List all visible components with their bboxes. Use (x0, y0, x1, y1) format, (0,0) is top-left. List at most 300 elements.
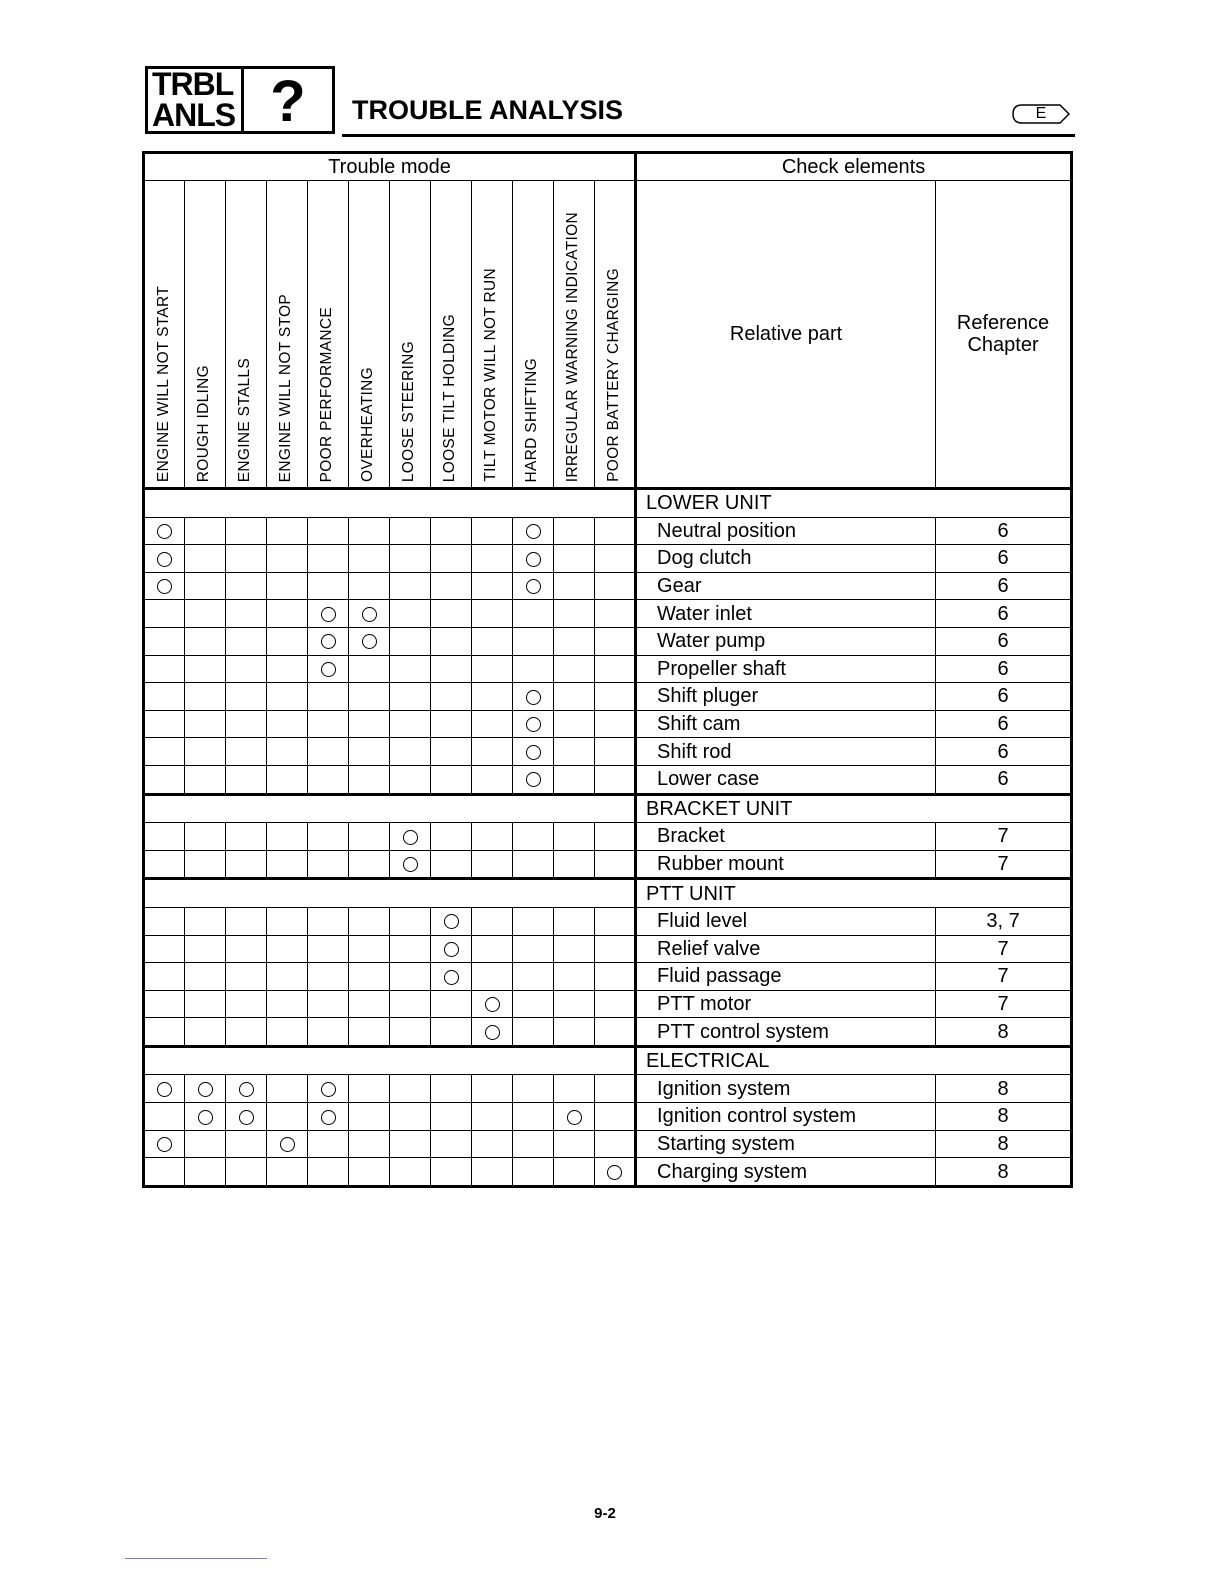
mark-cell (431, 1103, 472, 1131)
mark-cell (185, 655, 226, 683)
relative-part: Relief valve (636, 935, 936, 963)
mark-cell (308, 655, 349, 683)
mark-cell (308, 545, 349, 573)
mark-cell (226, 1075, 267, 1103)
mark-cell (349, 823, 390, 851)
mark-cell (513, 683, 554, 711)
mark-cell (554, 738, 595, 766)
mark-cell (513, 1075, 554, 1103)
circle-mark-icon (321, 1110, 336, 1125)
mark-cell (349, 1130, 390, 1158)
mark-cell (226, 1018, 267, 1047)
trouble-mode-label: ROUGH IDLING (195, 364, 212, 482)
section-blank-cell (144, 879, 636, 908)
mark-cell (349, 545, 390, 573)
mark-cell (226, 765, 267, 794)
mark-cell (144, 710, 185, 738)
relative-part: Gear (636, 572, 936, 600)
relative-part: Bracket (636, 823, 936, 851)
question-mark-symbol: ? (270, 69, 306, 134)
mark-cell (554, 683, 595, 711)
group-header-row (144, 153, 1072, 181)
mark-cell (185, 850, 226, 879)
trouble-mode-header (144, 181, 185, 489)
relative-part: Charging system (636, 1158, 936, 1187)
trouble-mode-header (267, 181, 308, 489)
mark-cell (431, 572, 472, 600)
mark-cell (349, 710, 390, 738)
mark-cell (513, 1130, 554, 1158)
reference-chapter: 8 (936, 1130, 1072, 1158)
mark-cell (554, 935, 595, 963)
mark-cell (554, 627, 595, 655)
mark-cell (267, 710, 308, 738)
mark-cell (349, 963, 390, 991)
table-row (144, 655, 1072, 683)
circle-mark-icon (362, 634, 377, 649)
mark-cell (144, 850, 185, 879)
section-name: BRACKET UNIT (636, 794, 1072, 823)
mark-cell (513, 1103, 554, 1131)
reference-chapter: 3, 7 (936, 907, 1072, 935)
footer-rule (125, 1558, 267, 1559)
mark-cell (226, 823, 267, 851)
trouble-mode-label: ENGINE WILL NOT STOP (277, 293, 294, 482)
mark-cell (431, 963, 472, 991)
table-row (144, 627, 1072, 655)
mark-cell (349, 850, 390, 879)
mark-cell (513, 655, 554, 683)
mark-cell (349, 683, 390, 711)
circle-mark-icon (567, 1110, 582, 1125)
section-row (144, 489, 1072, 518)
trouble-mode-header (431, 181, 472, 489)
circle-mark-icon (403, 857, 418, 872)
mark-cell (513, 963, 554, 991)
relative-part: PTT control system (636, 1018, 936, 1047)
table-row (144, 1103, 1072, 1131)
mark-cell (472, 572, 513, 600)
relative-part: Propeller shaft (636, 655, 936, 683)
mark-cell (595, 627, 636, 655)
mark-cell (431, 683, 472, 711)
mark-cell (390, 710, 431, 738)
trouble-mode-label: ENGINE WILL NOT START (155, 285, 172, 482)
mark-cell (144, 963, 185, 991)
table-row (144, 963, 1072, 991)
mark-cell (390, 1130, 431, 1158)
table-row (144, 765, 1072, 794)
circle-mark-icon (526, 745, 541, 760)
table-row (144, 1075, 1072, 1103)
mark-cell (595, 710, 636, 738)
mark-cell (513, 990, 554, 1018)
mark-cell (267, 823, 308, 851)
reference-chapter: 8 (936, 1103, 1072, 1131)
mark-cell (226, 1158, 267, 1187)
relative-part: Ignition control system (636, 1103, 936, 1131)
mark-cell (349, 935, 390, 963)
section-name: ELECTRICAL (636, 1046, 1072, 1075)
mark-cell (554, 850, 595, 879)
circle-mark-icon (321, 1082, 336, 1097)
table-row (144, 907, 1072, 935)
mark-cell (554, 1130, 595, 1158)
circle-mark-icon (526, 690, 541, 705)
mark-cell (349, 765, 390, 794)
mark-cell (144, 683, 185, 711)
section-blank-cell (144, 794, 636, 823)
mark-cell (144, 823, 185, 851)
mark-cell (308, 710, 349, 738)
mark-cell (144, 572, 185, 600)
mark-cell (390, 1075, 431, 1103)
language-badge-label: E (1035, 105, 1047, 122)
mark-cell (185, 738, 226, 766)
mark-cell (226, 963, 267, 991)
circle-mark-icon (526, 552, 541, 567)
mark-cell (431, 1130, 472, 1158)
trouble-mode-header (226, 181, 267, 489)
section-badge (145, 66, 335, 134)
mark-cell (185, 600, 226, 628)
mark-cell (185, 907, 226, 935)
trouble-mode-label: ENGINE STALLS (236, 357, 253, 482)
trouble-mode-header (308, 181, 349, 489)
mark-cell (513, 1018, 554, 1047)
mark-cell (349, 627, 390, 655)
mark-cell (349, 738, 390, 766)
section-row (144, 794, 1072, 823)
mark-cell (472, 907, 513, 935)
mark-cell (472, 1130, 513, 1158)
mark-cell (308, 823, 349, 851)
mark-cell (185, 572, 226, 600)
relative-part: Rubber mount (636, 850, 936, 879)
circle-mark-icon (157, 1082, 172, 1097)
section-blank-cell (144, 489, 636, 518)
mark-cell (513, 850, 554, 879)
circle-mark-icon (157, 524, 172, 539)
mark-cell (226, 683, 267, 711)
mark-cell (349, 655, 390, 683)
mark-cell (144, 545, 185, 573)
mark-cell (308, 600, 349, 628)
trouble-mode-header (472, 181, 513, 489)
mark-cell (554, 1103, 595, 1131)
circle-mark-icon (607, 1165, 622, 1180)
mark-cell (472, 990, 513, 1018)
mark-cell (431, 517, 472, 545)
trouble-mode-label: IRREGULAR WARNING INDICATION (564, 211, 581, 482)
trouble-mode-label: POOR PERFORMANCE (318, 306, 335, 482)
mark-cell (308, 850, 349, 879)
mark-cell (226, 1103, 267, 1131)
mark-cell (390, 572, 431, 600)
reference-chapter: 8 (936, 1158, 1072, 1187)
mark-cell (144, 765, 185, 794)
circle-mark-icon (157, 552, 172, 567)
table-row (144, 545, 1072, 573)
mark-cell (267, 600, 308, 628)
mark-cell (595, 572, 636, 600)
mark-cell (513, 627, 554, 655)
mark-cell (595, 850, 636, 879)
mark-cell (595, 907, 636, 935)
trouble-mode-label: TILT MOTOR WILL NOT RUN (482, 268, 499, 482)
mark-cell (144, 1075, 185, 1103)
table-row (144, 572, 1072, 600)
mark-cell (554, 990, 595, 1018)
mark-cell (431, 545, 472, 573)
mark-cell (226, 1130, 267, 1158)
trouble-mode-label: HARD SHIFTING (523, 357, 540, 482)
mark-cell (472, 963, 513, 991)
mark-cell (349, 1103, 390, 1131)
section-code (148, 66, 244, 133)
circle-mark-icon (526, 524, 541, 539)
mark-cell (308, 990, 349, 1018)
mark-cell (595, 683, 636, 711)
trouble-analysis-table (142, 151, 1073, 1188)
circle-mark-icon (198, 1110, 213, 1125)
mark-cell (513, 572, 554, 600)
mark-cell (185, 545, 226, 573)
mark-cell (431, 765, 472, 794)
reference-chapter: 6 (936, 765, 1072, 794)
mark-cell (472, 823, 513, 851)
section-row (144, 879, 1072, 908)
mark-cell (267, 572, 308, 600)
mark-cell (308, 1130, 349, 1158)
circle-mark-icon (444, 914, 459, 929)
relative-part: Shift rod (636, 738, 936, 766)
section-code-line1: TRBL (152, 66, 234, 102)
reference-chapter: 6 (936, 627, 1072, 655)
mark-cell (595, 1103, 636, 1131)
mark-cell (349, 1158, 390, 1187)
mark-cell (595, 655, 636, 683)
relative-part: PTT motor (636, 990, 936, 1018)
mark-cell (267, 545, 308, 573)
mark-cell (349, 990, 390, 1018)
mark-cell (226, 935, 267, 963)
mark-cell (308, 627, 349, 655)
mark-cell (308, 738, 349, 766)
title-underline (342, 134, 1075, 137)
mark-cell (513, 738, 554, 766)
mark-cell (390, 600, 431, 628)
trouble-mode-header (513, 181, 554, 489)
mark-cell (472, 1075, 513, 1103)
mark-cell (308, 1103, 349, 1131)
mark-cell (431, 1158, 472, 1187)
mark-cell (267, 738, 308, 766)
mark-cell (349, 1075, 390, 1103)
table-row (144, 600, 1072, 628)
mark-cell (308, 1158, 349, 1187)
mark-cell (554, 907, 595, 935)
reference-chapter: 6 (936, 600, 1072, 628)
relative-part: Shift cam (636, 710, 936, 738)
mark-cell (267, 935, 308, 963)
page-number: 9-2 (594, 1505, 616, 1522)
mark-cell (431, 1018, 472, 1047)
mark-cell (390, 1158, 431, 1187)
relative-part: Fluid passage (636, 963, 936, 991)
mark-cell (595, 1130, 636, 1158)
mark-cell (144, 738, 185, 766)
relative-part: Fluid level (636, 907, 936, 935)
mark-cell (513, 935, 554, 963)
circle-mark-icon (485, 1025, 500, 1040)
mark-cell (390, 963, 431, 991)
mark-cell (431, 627, 472, 655)
mark-cell (595, 1158, 636, 1187)
mark-cell (472, 627, 513, 655)
circle-mark-icon (526, 717, 541, 732)
section-row (144, 1046, 1072, 1075)
mark-cell (554, 655, 595, 683)
mark-cell (472, 738, 513, 766)
mark-cell (431, 655, 472, 683)
mark-cell (472, 850, 513, 879)
table-row (144, 990, 1072, 1018)
reference-chapter: 8 (936, 1018, 1072, 1047)
circle-mark-icon (321, 634, 336, 649)
mark-cell (595, 1018, 636, 1047)
relative-part: Ignition system (636, 1075, 936, 1103)
mark-cell (308, 935, 349, 963)
mark-cell (185, 1158, 226, 1187)
mark-cell (349, 1018, 390, 1047)
table-row (144, 517, 1072, 545)
mark-cell (554, 963, 595, 991)
mark-cell (390, 935, 431, 963)
table-row (144, 683, 1072, 711)
table-row (144, 850, 1072, 879)
circle-mark-icon (444, 970, 459, 985)
relative-part: Lower case (636, 765, 936, 794)
reference-chapter: 6 (936, 738, 1072, 766)
mark-cell (267, 907, 308, 935)
reference-chapter: 6 (936, 517, 1072, 545)
relative-part: Starting system (636, 1130, 936, 1158)
mark-cell (595, 738, 636, 766)
mark-cell (554, 545, 595, 573)
reference-chapter-header: Reference Chapter (936, 181, 1072, 489)
mark-cell (390, 545, 431, 573)
table-row (144, 935, 1072, 963)
mark-cell (185, 517, 226, 545)
mark-cell (267, 683, 308, 711)
mark-cell (431, 990, 472, 1018)
section-blank-cell (144, 1046, 636, 1075)
mark-cell (390, 1018, 431, 1047)
mark-cell (513, 907, 554, 935)
mark-cell (595, 765, 636, 794)
section-name: PTT UNIT (636, 879, 1072, 908)
mark-cell (185, 1075, 226, 1103)
mark-cell (349, 907, 390, 935)
trouble-mode-label: OVERHEATING (359, 367, 376, 482)
mark-cell (595, 517, 636, 545)
mark-cell (185, 765, 226, 794)
mark-cell (308, 907, 349, 935)
relative-part-header: Relative part (636, 181, 936, 489)
mark-cell (472, 1018, 513, 1047)
mark-cell (390, 823, 431, 851)
mark-cell (472, 655, 513, 683)
trouble-mode-label: LOOSE STEERING (400, 340, 417, 482)
mark-cell (144, 1103, 185, 1131)
mark-cell (144, 655, 185, 683)
mark-cell (472, 765, 513, 794)
circle-mark-icon (239, 1110, 254, 1125)
mark-cell (554, 1158, 595, 1187)
table-row (144, 738, 1072, 766)
mark-cell (144, 627, 185, 655)
mark-cell (267, 963, 308, 991)
mark-cell (554, 1075, 595, 1103)
reference-chapter: 6 (936, 655, 1072, 683)
mark-cell (472, 935, 513, 963)
table-row (144, 1018, 1072, 1047)
mark-cell (513, 765, 554, 794)
mark-cell (390, 683, 431, 711)
mark-cell (390, 517, 431, 545)
mark-cell (390, 990, 431, 1018)
mark-cell (308, 572, 349, 600)
circle-mark-icon (321, 607, 336, 622)
circle-mark-icon (526, 579, 541, 594)
mark-cell (226, 655, 267, 683)
mark-cell (390, 1103, 431, 1131)
trouble-mode-label: LOOSE TILT HOLDING (441, 313, 458, 482)
mark-cell (472, 517, 513, 545)
section-name: LOWER UNIT (636, 489, 1072, 518)
mark-cell (226, 517, 267, 545)
mark-cell (185, 1018, 226, 1047)
mark-cell (472, 710, 513, 738)
mark-cell (431, 935, 472, 963)
mark-cell (390, 907, 431, 935)
mark-cell (267, 990, 308, 1018)
trouble-mode-label: POOR BATTERY CHARGING (605, 268, 622, 482)
mark-cell (308, 1075, 349, 1103)
mark-cell (595, 963, 636, 991)
mark-cell (144, 517, 185, 545)
circle-mark-icon (444, 942, 459, 957)
circle-mark-icon (157, 579, 172, 594)
mark-cell (472, 1103, 513, 1131)
mark-cell (472, 683, 513, 711)
mark-cell (431, 823, 472, 851)
mark-cell (513, 710, 554, 738)
section-code-line2: ANLS (152, 97, 236, 133)
mark-cell (472, 600, 513, 628)
mark-cell (554, 517, 595, 545)
mark-cell (185, 627, 226, 655)
mark-cell (431, 850, 472, 879)
mark-cell (144, 907, 185, 935)
mark-cell (554, 1018, 595, 1047)
trouble-mode-header (390, 181, 431, 489)
mark-cell (185, 990, 226, 1018)
reference-chapter: 6 (936, 545, 1072, 573)
mark-cell (554, 600, 595, 628)
mark-cell (513, 545, 554, 573)
